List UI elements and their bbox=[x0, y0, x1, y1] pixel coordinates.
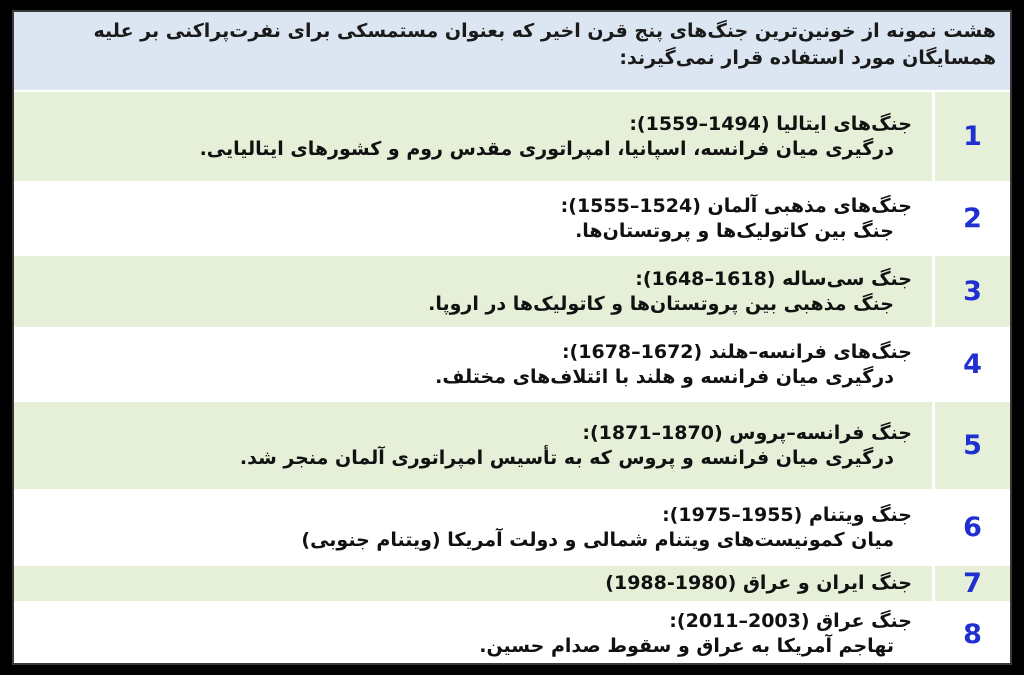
row-number: 5 bbox=[963, 430, 982, 461]
table-row bbox=[14, 566, 1010, 604]
war-title: جنگ عراق (2003–2011): bbox=[669, 610, 912, 632]
row-text-cell bbox=[14, 256, 932, 327]
row-text-cell bbox=[14, 492, 932, 563]
row-number: 6 bbox=[963, 512, 982, 543]
war-description: درگیری میان فرانسه و هلند با ائتلاف‌های مختلف. bbox=[435, 365, 894, 388]
row-text-cell bbox=[14, 184, 932, 253]
war-title: جنگ فرانسه–پروس (1870–1871): bbox=[582, 421, 912, 444]
table-header: هشت نمونه از خونین‌ترین جنگ‌های پنج قرن اخیر که بعنوان مستمسکی برای نفرت‌پراکنی بر علیه همسایگان مورد استفاده قرار نمی‌گیرند: bbox=[14, 12, 1010, 92]
war-description: درگیری میان فرانسه، اسپانیا، امپراتوری مقدس روم و کشورهای ایتالیایی. bbox=[199, 137, 894, 160]
row-number: 7 bbox=[963, 568, 982, 599]
row-text-cell bbox=[14, 92, 932, 181]
table-row bbox=[14, 256, 1010, 330]
table-row bbox=[14, 402, 1010, 492]
row-number: 8 bbox=[963, 618, 982, 650]
table-row bbox=[14, 92, 1010, 184]
war-description: جنگ مذهبی بین پروتستان‌ها و کاتولیک‌ها در اروپا. bbox=[428, 292, 894, 315]
war-title: جنگ‌های فرانسه–هلند (1672–1678): bbox=[561, 340, 912, 363]
row-number-cell bbox=[932, 604, 1010, 664]
row-number-cell bbox=[932, 566, 1010, 601]
war-title: جنگ سی‌ساله (1618–1648): bbox=[635, 267, 912, 290]
table-row bbox=[14, 492, 1010, 566]
row-number-cell bbox=[932, 402, 1010, 489]
war-description: تهاجم آمریکا به عراق و سقوط صدام حسین. bbox=[479, 635, 894, 657]
row-number: 2 bbox=[963, 203, 982, 234]
row-text-cell bbox=[14, 566, 932, 601]
row-number-cell bbox=[932, 256, 1010, 327]
table-row bbox=[14, 184, 1010, 256]
war-description: میان کمونیست‌های ویتنام شمالی و دولت آمریکا (ویتنام جنوبی) bbox=[301, 528, 894, 551]
table-row bbox=[14, 330, 1010, 402]
war-title: جنگ ویتنام (1955–1975): bbox=[662, 503, 912, 526]
war-title: جنگ‌های ایتالیا (1494–1559): bbox=[629, 112, 912, 135]
table-row bbox=[14, 604, 1010, 664]
row-number: 4 bbox=[963, 349, 982, 380]
row-number: 1 bbox=[963, 121, 982, 152]
row-number-cell bbox=[932, 92, 1010, 181]
war-description: جنگ بین کاتولیک‌ها و پروتستان‌ها. bbox=[575, 219, 894, 242]
row-number-cell bbox=[932, 184, 1010, 253]
war-title: جنگ ایران و عراق (1980-1988) bbox=[605, 572, 912, 594]
row-text-cell bbox=[14, 402, 932, 489]
war-table bbox=[12, 10, 1012, 665]
row-text-cell bbox=[14, 330, 932, 399]
row-number-cell bbox=[932, 492, 1010, 563]
row-text-cell bbox=[14, 604, 932, 664]
table-rows bbox=[14, 92, 1010, 664]
war-description: درگیری میان فرانسه و پروس که به تأسیس امپراتوری آلمان منجر شد. bbox=[239, 446, 894, 469]
row-number-cell bbox=[932, 330, 1010, 399]
war-title: جنگ‌های مذهبی آلمان (1524–1555): bbox=[560, 194, 912, 217]
row-number: 3 bbox=[963, 276, 982, 307]
